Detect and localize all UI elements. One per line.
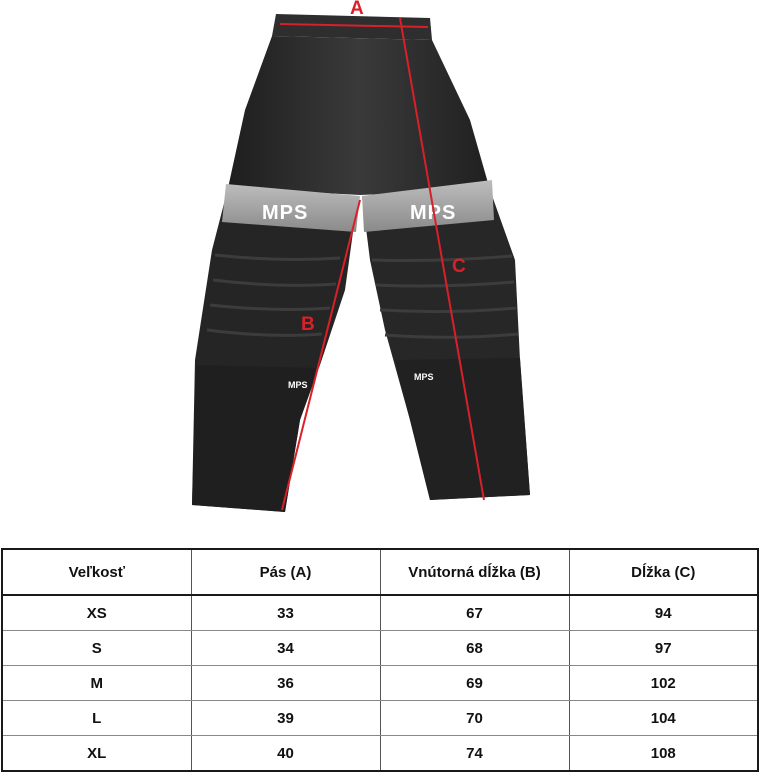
size-chart-table (1, 548, 759, 772)
cell-inseam: 70 (380, 701, 569, 736)
brand-logo-right: MPS (410, 202, 457, 224)
cell-inseam: 69 (380, 666, 569, 701)
cell-waist: 33 (191, 595, 380, 631)
table-row (2, 631, 758, 666)
table-row (2, 736, 758, 772)
header-waist: Pás (A) (191, 549, 380, 595)
brand-logo-left: MPS (262, 202, 309, 224)
brand-logo-shin-right: MPS (414, 372, 434, 382)
cell-length: 108 (650, 744, 676, 762)
header-size: Veľkosť (2, 549, 191, 595)
cell-size: L (2, 701, 191, 736)
cell-length: 102 (569, 666, 758, 701)
cell-size: XS (2, 595, 191, 631)
table-row (2, 666, 758, 701)
header-length: Dĺžka (C) (569, 549, 758, 595)
header-inseam: Vnútorná dĺžka (B) (380, 549, 569, 595)
cell-waist: 39 (191, 701, 380, 736)
cell-inseam: 74 (380, 736, 569, 772)
cell-length: 97 (569, 631, 758, 666)
cell-waist: 34 (191, 631, 380, 666)
cell-size: S (2, 631, 191, 666)
measure-label-a: A (350, 0, 364, 19)
cell-waist: 40 (191, 736, 380, 772)
cell-inseam: 68 (380, 631, 569, 666)
measure-label-c: C (452, 256, 466, 277)
cell-size: XL (2, 736, 191, 772)
cell-length: 104 (569, 701, 758, 736)
table-row (2, 595, 758, 631)
pants-illustration (192, 14, 530, 512)
table-row (2, 701, 758, 736)
cell-inseam: 67 (380, 595, 569, 631)
cell-size: M (2, 666, 191, 701)
cell-length: 94 (569, 595, 758, 631)
cell-waist: 36 (191, 666, 380, 701)
brand-logo-shin-left: MPS (288, 380, 308, 390)
measure-label-b: B (301, 314, 315, 335)
table-header-row (2, 549, 758, 595)
